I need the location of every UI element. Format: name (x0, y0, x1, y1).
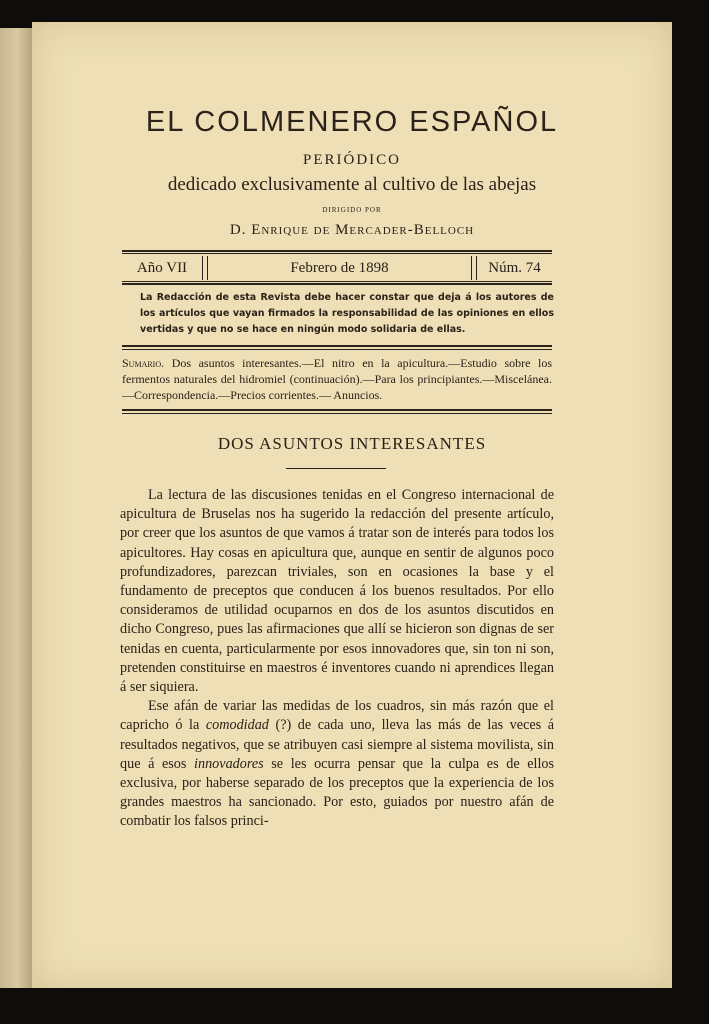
emphasis: comodidad (205, 717, 269, 734)
journal-title: EL COLMENERO ESPAÑOL (145, 106, 559, 138)
divider (122, 413, 552, 414)
divider (122, 253, 552, 254)
editorial-notice: La Redacción de esta Revista debe hacer constar que deja á los autores de los artículos que vayan firmados la responsabilidad de las opiniones en ellos vertidas y que no se hace en ningún modo solidaria de ellas. (140, 292, 554, 335)
issue-year: Año VII (136, 259, 188, 276)
article-body (120, 486, 554, 832)
divider (122, 281, 552, 282)
summary-label: Sumario. (122, 356, 165, 370)
divider (122, 409, 552, 411)
divider (122, 250, 552, 252)
paragraph: Ese afán de variar las medidas de los cuadros, sin más razón que el capricho ó la comodidad (?) de cada uno, lleva las más de las veces á resultados negativos, que se atribuyen casi siempre al sistema movilista, sin que á esos innovadores se les ocurra pensar que la culpa es de ellos exclusiva, por haberse separado de los preceptos que la experiencia de los grandes maestros ha sancionado. Por esto, guiados por nuestro afán de combatir los falsos princi- (120, 698, 555, 830)
subtitle-dedicado: dedicado exclusivamente al cultivo de las abejas (167, 174, 537, 195)
paragraph: La lectura de las discusiones tenidas en el Congreso internacional de apicultura de Bruselas nos ha sugerido la redacción del presente artículo, por creer que los asuntos de que vamos á tratar son de interés para todos los apicultores. Hay cosas en apicultura que, aunque en sentir de algunos poco profundizadores, parezcan triviales, son en ocasiones la base y el fundamento de preceptos que conducen á los buenos resultados. Por ello consideramos de utilidad ocuparnos en dos de los asuntos discutidos en dicho Congreso, pues las afirmaciones que allí se hicieron son dignas de ser tenidas en cuenta, particularmente por esos innovadores que, sin ton ni son, pretenden constituirse en maestros é inventores cuando ni aprendices llegan á ser siquiera. (120, 487, 554, 696)
heading-rule (286, 468, 386, 469)
issue-date: Febrero de 1898 (290, 259, 389, 276)
summary (122, 355, 552, 403)
director-name: D. Enrique de Mercader-Belloch (229, 222, 475, 238)
subtitle-periodico: PERIÓDICO (302, 152, 401, 168)
document-page (32, 22, 672, 988)
summary-text: Dos asuntos interesantes.—El nitro en la apicultura.—Estudio sobre los fermentos naturales del hidromiel (continuación).—Para los principiantes.—Miscelánea.—Correspondencia.—Precios corrientes.— Anuncios. (122, 356, 553, 402)
emphasis: innovadores (194, 755, 264, 772)
divider (122, 283, 552, 285)
divider (122, 349, 552, 350)
divider (122, 345, 552, 347)
dirigido-label: DIRIGIDO POR (322, 206, 382, 214)
previous-page-edge (0, 28, 32, 988)
article-heading: DOS ASUNTOS INTERESANTES (217, 434, 487, 453)
issue-number: Núm. 74 (488, 259, 541, 276)
issue-info-bar (122, 256, 552, 280)
